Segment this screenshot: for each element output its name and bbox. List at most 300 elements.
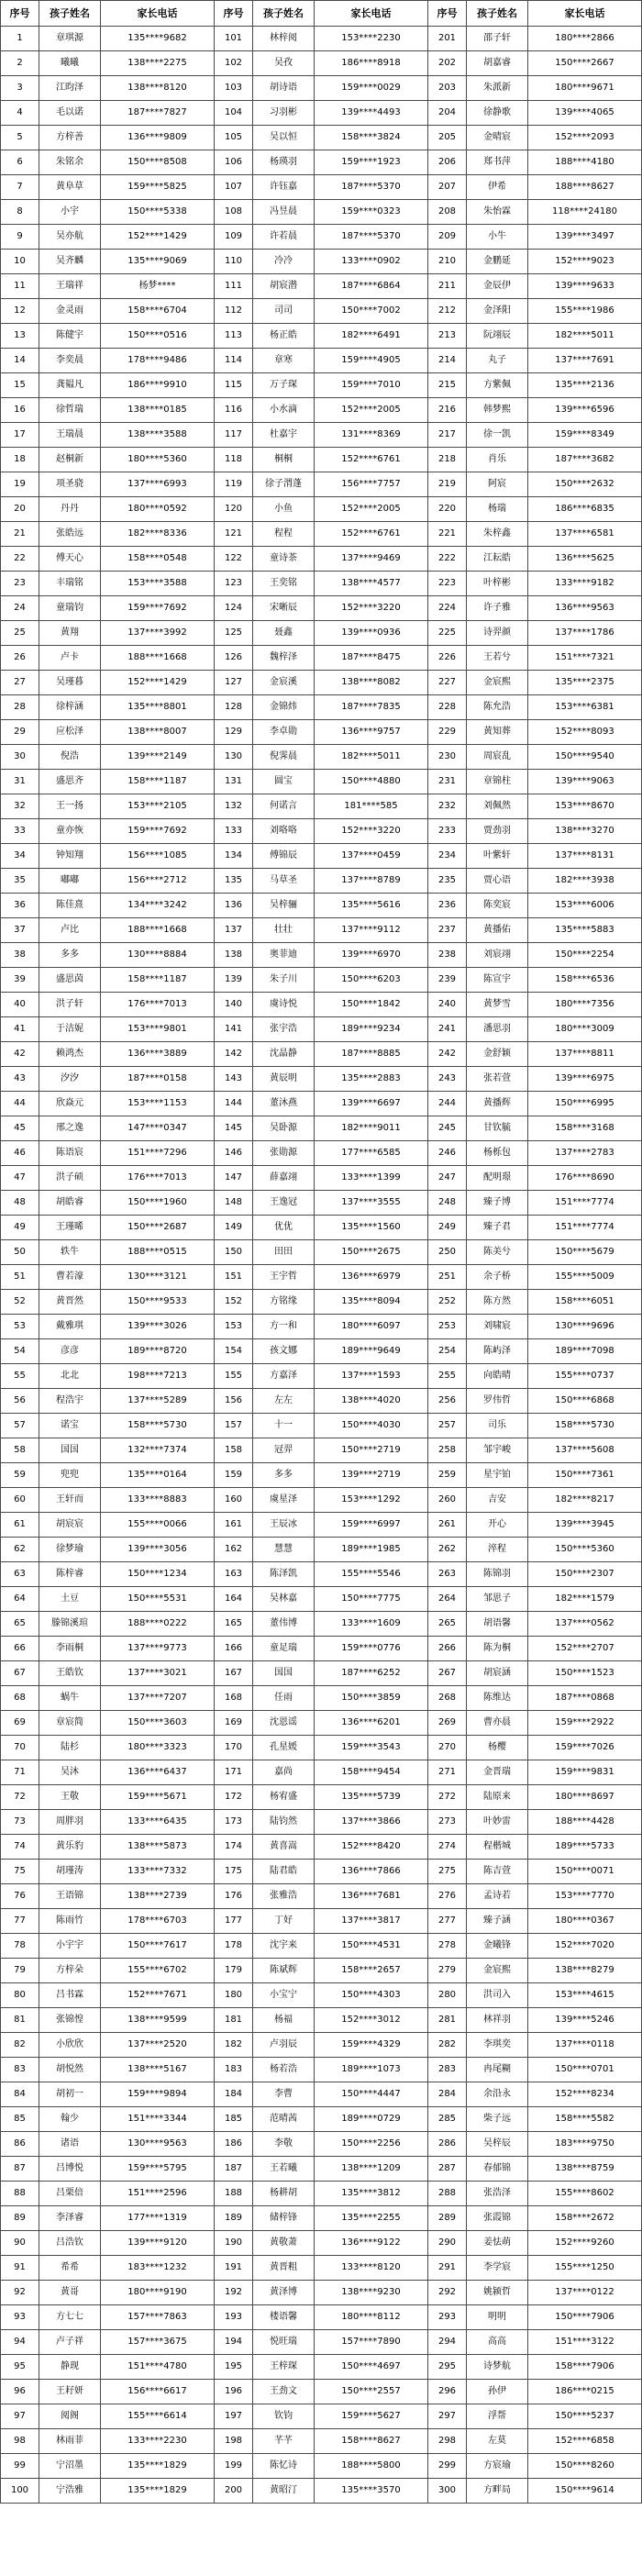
row-index: 265 — [428, 1612, 467, 1637]
child-name: 陆钧然 — [253, 1810, 315, 1835]
parent-phone: 183****9750 — [528, 2132, 642, 2157]
row-index: 56 — [1, 1389, 39, 1414]
parent-phone: 118****24180 — [528, 200, 642, 225]
child-name: 卢羽辰 — [253, 2033, 315, 2058]
row-index: 41 — [1, 1017, 39, 1042]
child-name: 傅天心 — [39, 547, 101, 572]
parent-phone: 139****6596 — [528, 398, 642, 423]
child-name: 徐子渭蓬 — [253, 472, 315, 497]
row-index: 173 — [215, 1810, 253, 1835]
row-index: 120 — [215, 497, 253, 522]
child-name: 任雨 — [253, 1686, 315, 1711]
parent-phone: 137****5289 — [101, 1389, 215, 1414]
row-index: 245 — [428, 1116, 467, 1141]
header-parent-phone: 家长电话 — [528, 1, 642, 27]
parent-phone: 137****1593 — [315, 1364, 428, 1389]
parent-phone: 188****5800 — [315, 2454, 428, 2479]
parent-phone: 135****5739 — [315, 1785, 428, 1810]
row-index: 88 — [1, 2182, 39, 2206]
child-name: 胡初一 — [39, 2082, 101, 2107]
child-name: 贾心语 — [467, 869, 528, 894]
row-index: 125 — [215, 621, 253, 646]
child-name: 静现 — [39, 2355, 101, 2380]
child-name: 国国 — [253, 1661, 315, 1686]
child-name: 章琪源 — [39, 27, 101, 51]
parent-phone: 150****5679 — [528, 1240, 642, 1265]
parent-phone: 153****4615 — [528, 1983, 642, 2008]
table-row — [1, 572, 642, 596]
parent-phone: 158****3168 — [528, 1116, 642, 1141]
row-index: 286 — [428, 2132, 467, 2157]
table-row — [1, 993, 642, 1017]
child-name: 左莫 — [467, 2429, 528, 2454]
table-row — [1, 1339, 642, 1364]
row-index: 97 — [1, 2404, 39, 2429]
child-name: 丸子 — [467, 349, 528, 373]
row-index: 207 — [428, 175, 467, 200]
child-name: 王瑾晞 — [39, 1216, 101, 1240]
parent-phone: 159****0029 — [315, 76, 428, 101]
child-name: 王若曦 — [253, 2157, 315, 2182]
row-index: 185 — [215, 2107, 253, 2132]
row-index: 48 — [1, 1191, 39, 1216]
child-name: 嘟嘟 — [39, 869, 101, 894]
parent-phone: 153****2230 — [315, 27, 428, 51]
child-name: 胡悦然 — [39, 2058, 101, 2082]
parent-phone: 137****6581 — [528, 522, 642, 547]
row-index: 234 — [428, 844, 467, 869]
parent-phone: 159****5825 — [101, 175, 215, 200]
parent-phone: 150****2254 — [528, 943, 642, 968]
parent-phone: 150****0516 — [101, 324, 215, 349]
table-row — [1, 423, 642, 448]
parent-phone: 150****5237 — [528, 2404, 642, 2429]
child-name: 卢子祥 — [39, 2330, 101, 2355]
child-name: 孩文娜 — [253, 1339, 315, 1364]
child-name: 董伟博 — [253, 1612, 315, 1637]
parent-phone: 137****0122 — [528, 2281, 642, 2305]
table-row — [1, 150, 642, 175]
child-name: 吴瑾暮 — [39, 671, 101, 695]
parent-phone: 187****6252 — [315, 1661, 428, 1686]
child-name: 王梓琛 — [253, 2355, 315, 2380]
parent-phone: 136****6201 — [315, 1711, 428, 1736]
parent-phone: 189****9649 — [315, 1339, 428, 1364]
parent-phone: 152****8093 — [528, 720, 642, 745]
row-index: 239 — [428, 968, 467, 993]
row-index: 166 — [215, 1637, 253, 1661]
row-index: 290 — [428, 2231, 467, 2256]
parent-phone: 139****9063 — [528, 770, 642, 794]
parent-phone: 130****8884 — [101, 943, 215, 968]
row-index: 272 — [428, 1785, 467, 1810]
table-row — [1, 299, 642, 324]
row-index: 43 — [1, 1067, 39, 1092]
row-index: 26 — [1, 646, 39, 671]
child-name: 王敬 — [39, 1785, 101, 1810]
parent-phone: 135****9069 — [101, 250, 215, 274]
row-index: 110 — [215, 250, 253, 274]
row-index: 233 — [428, 819, 467, 844]
child-name: 万子琛 — [253, 373, 315, 398]
parent-phone: 139****3497 — [528, 225, 642, 250]
parent-phone: 182****3938 — [528, 869, 642, 894]
table-row — [1, 497, 642, 522]
parent-phone: 151****7296 — [101, 1141, 215, 1166]
parent-phone: 137****7691 — [528, 349, 642, 373]
child-name: 钟知翔 — [39, 844, 101, 869]
child-name: 陆杉 — [39, 1736, 101, 1760]
child-name: 赵桐新 — [39, 448, 101, 472]
parent-phone: 176****7013 — [101, 993, 215, 1017]
parent-phone: 152****7671 — [101, 1983, 215, 2008]
row-index: 69 — [1, 1711, 39, 1736]
row-index: 282 — [428, 2033, 467, 2058]
parent-phone: 159****2922 — [528, 1711, 642, 1736]
row-index: 146 — [215, 1141, 253, 1166]
row-index: 37 — [1, 918, 39, 943]
child-name: 陈忆诗 — [253, 2454, 315, 2479]
parent-phone: 178****9486 — [101, 349, 215, 373]
parent-phone: 155****5546 — [315, 1562, 428, 1587]
row-index: 128 — [215, 695, 253, 720]
parent-phone: 147****0347 — [101, 1116, 215, 1141]
row-index: 243 — [428, 1067, 467, 1092]
child-name: 杨樱 — [467, 1736, 528, 1760]
row-index: 213 — [428, 324, 467, 349]
child-name: 慧慧 — [253, 1538, 315, 1562]
child-name: 张皓远 — [39, 522, 101, 547]
row-index: 256 — [428, 1389, 467, 1414]
child-name: 吕书霖 — [39, 1983, 101, 2008]
row-index: 77 — [1, 1909, 39, 1934]
table-row — [1, 2454, 642, 2479]
row-index: 117 — [215, 423, 253, 448]
parent-phone: 150****3603 — [101, 1711, 215, 1736]
parent-phone: 189****1985 — [315, 1538, 428, 1562]
table-row — [1, 2355, 642, 2380]
parent-phone: 158****8627 — [315, 2429, 428, 2454]
child-name: 范晴茜 — [253, 2107, 315, 2132]
child-name: 吴亦航 — [39, 225, 101, 250]
row-index: 123 — [215, 572, 253, 596]
row-index: 108 — [215, 200, 253, 225]
parent-phone: 137****3866 — [315, 1810, 428, 1835]
parent-phone: 150****7775 — [315, 1587, 428, 1612]
table-row — [1, 2058, 642, 2082]
row-index: 174 — [215, 1835, 253, 1860]
row-index: 178 — [215, 1934, 253, 1959]
parent-phone: 152****8420 — [315, 1835, 428, 1860]
table-row — [1, 2330, 642, 2355]
table-row — [1, 646, 642, 671]
parent-phone: 182****6491 — [315, 324, 428, 349]
table-row — [1, 1884, 642, 1909]
table-row — [1, 720, 642, 745]
row-index: 283 — [428, 2058, 467, 2082]
parent-phone: 152****3220 — [315, 819, 428, 844]
child-name: 方一和 — [253, 1315, 315, 1339]
parent-phone: 130****3121 — [101, 1265, 215, 1290]
child-name: 马草圣 — [253, 869, 315, 894]
parent-phone: 186****0215 — [528, 2380, 642, 2404]
parent-phone: 150****7361 — [528, 1463, 642, 1488]
row-index: 285 — [428, 2107, 467, 2132]
row-index: 199 — [215, 2454, 253, 2479]
row-index: 224 — [428, 596, 467, 621]
parent-phone: 159****9894 — [101, 2082, 215, 2107]
child-name: 张若萱 — [467, 1067, 528, 1092]
parent-phone: 158****1187 — [101, 770, 215, 794]
row-index: 250 — [428, 1240, 467, 1265]
row-index: 116 — [215, 398, 253, 423]
child-name: 李卓勋 — [253, 720, 315, 745]
row-index: 252 — [428, 1290, 467, 1315]
child-name: 许钰嘉 — [253, 175, 315, 200]
child-name: 诸语 — [39, 2132, 101, 2157]
row-index: 238 — [428, 943, 467, 968]
row-index: 138 — [215, 943, 253, 968]
child-name: 徐静歌 — [467, 101, 528, 126]
header-child-name: 孩子姓名 — [39, 1, 101, 27]
child-name: 陈宣宇 — [467, 968, 528, 993]
row-index: 7 — [1, 175, 39, 200]
parent-phone: 187****5370 — [315, 225, 428, 250]
parent-phone: 150****1842 — [315, 993, 428, 1017]
row-index: 295 — [428, 2355, 467, 2380]
parent-phone: 135****3812 — [315, 2182, 428, 2206]
row-index: 162 — [215, 1538, 253, 1562]
parent-phone: 137****9469 — [315, 547, 428, 572]
row-index: 102 — [215, 51, 253, 76]
parent-phone: 150****7002 — [315, 299, 428, 324]
child-name: 盛思茵 — [39, 968, 101, 993]
row-index: 158 — [215, 1438, 253, 1463]
table-row — [1, 1860, 642, 1884]
row-index: 203 — [428, 76, 467, 101]
table-row — [1, 1315, 642, 1339]
row-index: 16 — [1, 398, 39, 423]
child-name: 明明 — [467, 2305, 528, 2330]
child-name: 林梓阅 — [253, 27, 315, 51]
row-index: 198 — [215, 2429, 253, 2454]
child-name: 宁浩雅 — [39, 2479, 101, 2504]
row-index: 139 — [215, 968, 253, 993]
child-name: 王若兮 — [467, 646, 528, 671]
child-name: 沈恩谣 — [253, 1711, 315, 1736]
row-index: 294 — [428, 2330, 467, 2355]
child-name: 陈允浩 — [467, 695, 528, 720]
parent-phone: 150****7906 — [528, 2305, 642, 2330]
child-name: 杨宥盛 — [253, 1785, 315, 1810]
parent-phone: 180****8112 — [315, 2305, 428, 2330]
parent-phone: 138****8759 — [528, 2157, 642, 2182]
table-row — [1, 101, 642, 126]
row-index: 249 — [428, 1216, 467, 1240]
row-index: 15 — [1, 373, 39, 398]
row-index: 78 — [1, 1934, 39, 1959]
child-name: 诗梦航 — [467, 2355, 528, 2380]
row-index: 271 — [428, 1760, 467, 1785]
parent-phone: 152****7020 — [528, 1934, 642, 1959]
table-row — [1, 2033, 642, 2058]
row-index: 135 — [215, 869, 253, 894]
row-index: 22 — [1, 547, 39, 572]
table-row — [1, 1686, 642, 1711]
child-name: 田田 — [253, 1240, 315, 1265]
row-index: 51 — [1, 1265, 39, 1290]
row-index: 192 — [215, 2281, 253, 2305]
parent-phone: 138****5167 — [101, 2058, 215, 2082]
child-name: 朱子川 — [253, 968, 315, 993]
child-name: 黄昭汀 — [253, 2479, 315, 2504]
parent-phone: 150****1960 — [101, 1191, 215, 1216]
parent-phone: 180****3009 — [528, 1017, 642, 1042]
child-name: 卢卡 — [39, 646, 101, 671]
table-row — [1, 1042, 642, 1067]
child-name: 张霞锦 — [467, 2206, 528, 2231]
parent-phone: 133****1399 — [315, 1166, 428, 1191]
parent-phone: 137****1786 — [528, 621, 642, 646]
parent-phone: 137****6993 — [101, 472, 215, 497]
row-index: 190 — [215, 2231, 253, 2256]
child-name: 陆原来 — [467, 1785, 528, 1810]
child-name: 十一 — [253, 1414, 315, 1438]
child-name: 林雨菲 — [39, 2429, 101, 2454]
table-row — [1, 1909, 642, 1934]
child-name: 于洁妮 — [39, 1017, 101, 1042]
child-name: 杨耕胡 — [253, 2182, 315, 2206]
parent-phone: 152****6761 — [315, 448, 428, 472]
parent-phone: 188****8627 — [528, 175, 642, 200]
table-row — [1, 472, 642, 497]
row-index: 260 — [428, 1488, 467, 1513]
parent-phone: 137****0118 — [528, 2033, 642, 2058]
table-row — [1, 349, 642, 373]
row-index: 165 — [215, 1612, 253, 1637]
child-name: 滕锦溪瑄 — [39, 1612, 101, 1637]
child-name: 冉尾糊 — [467, 2058, 528, 2082]
parent-phone: 135****2375 — [528, 671, 642, 695]
child-name: 吴卧源 — [253, 1116, 315, 1141]
table-row — [1, 1587, 642, 1612]
child-name: 臻子涵 — [467, 1909, 528, 1934]
parent-phone: 180****3323 — [101, 1736, 215, 1760]
child-name: 李泽睿 — [39, 2206, 101, 2231]
child-name: 徐一凯 — [467, 423, 528, 448]
parent-phone: 153****2105 — [101, 794, 215, 819]
child-name: 诗羿颜 — [467, 621, 528, 646]
table-row — [1, 1191, 642, 1216]
child-name: 倪浩 — [39, 745, 101, 770]
row-index: 132 — [215, 794, 253, 819]
parent-phone: 159****7010 — [315, 373, 428, 398]
row-index: 75 — [1, 1860, 39, 1884]
parent-phone: 198****7213 — [101, 1364, 215, 1389]
parent-phone: 136****5625 — [528, 547, 642, 572]
parent-phone: 180****2866 — [528, 27, 642, 51]
row-index: 52 — [1, 1290, 39, 1315]
parent-phone: 159****3543 — [315, 1736, 428, 1760]
child-name: 倪霁晨 — [253, 745, 315, 770]
row-index: 206 — [428, 150, 467, 175]
child-name: 江昀泽 — [39, 76, 101, 101]
row-index: 159 — [215, 1463, 253, 1488]
table-row — [1, 1116, 642, 1141]
parent-phone: 187****6864 — [315, 274, 428, 299]
parent-phone: 133****8120 — [315, 2256, 428, 2281]
child-name: 楼语馨 — [253, 2305, 315, 2330]
row-index: 66 — [1, 1637, 39, 1661]
table-row — [1, 1092, 642, 1116]
table-row — [1, 1810, 642, 1835]
child-name: 戴雅琪 — [39, 1315, 101, 1339]
parent-phone: 137****3555 — [315, 1191, 428, 1216]
child-name: 吴梓辰 — [467, 2132, 528, 2157]
row-index: 83 — [1, 2058, 39, 2082]
parent-phone: 136****7866 — [315, 1860, 428, 1884]
row-index: 201 — [428, 27, 467, 51]
row-index: 12 — [1, 299, 39, 324]
row-index: 231 — [428, 770, 467, 794]
row-index: 273 — [428, 1810, 467, 1835]
row-index: 274 — [428, 1835, 467, 1860]
parent-phone: 150****4030 — [315, 1414, 428, 1438]
row-index: 54 — [1, 1339, 39, 1364]
child-name: 洪司入 — [467, 1983, 528, 2008]
child-name: 臻子博 — [467, 1191, 528, 1216]
parent-phone: 131****8369 — [315, 423, 428, 448]
table-row — [1, 621, 642, 646]
row-index: 50 — [1, 1240, 39, 1265]
parent-phone: 150****9614 — [528, 2479, 642, 2504]
parent-phone: 152****9023 — [528, 250, 642, 274]
child-name: 金曦锋 — [467, 1934, 528, 1959]
child-name: 高高 — [467, 2330, 528, 2355]
row-index: 98 — [1, 2429, 39, 2454]
table-row — [1, 2256, 642, 2281]
row-index: 103 — [215, 76, 253, 101]
row-index: 246 — [428, 1141, 467, 1166]
table-row — [1, 2380, 642, 2404]
child-name: 李敬 — [253, 2132, 315, 2157]
row-index: 19 — [1, 472, 39, 497]
table-row — [1, 225, 642, 250]
table-row — [1, 1240, 642, 1265]
parent-phone: 178****6703 — [101, 1909, 215, 1934]
row-index: 248 — [428, 1191, 467, 1216]
row-index: 169 — [215, 1711, 253, 1736]
row-index: 182 — [215, 2033, 253, 2058]
table-row — [1, 1785, 642, 1810]
row-index: 85 — [1, 2107, 39, 2132]
parent-phone: 130****9696 — [528, 1315, 642, 1339]
row-index: 209 — [428, 225, 467, 250]
parent-phone: 159****9831 — [528, 1760, 642, 1785]
table-row — [1, 918, 642, 943]
row-index: 163 — [215, 1562, 253, 1587]
child-name: 陈屿泽 — [467, 1339, 528, 1364]
table-row — [1, 1959, 642, 1983]
child-name: 丰瑞铭 — [39, 572, 101, 596]
child-name: 方宸瑜 — [467, 2454, 528, 2479]
parent-phone: 159****7692 — [101, 596, 215, 621]
parent-phone: 137****7207 — [101, 1686, 215, 1711]
child-name: 许子雅 — [467, 596, 528, 621]
header-child-name: 孩子姓名 — [253, 1, 315, 27]
row-index: 187 — [215, 2157, 253, 2182]
parent-phone: 133****1609 — [315, 1612, 428, 1637]
